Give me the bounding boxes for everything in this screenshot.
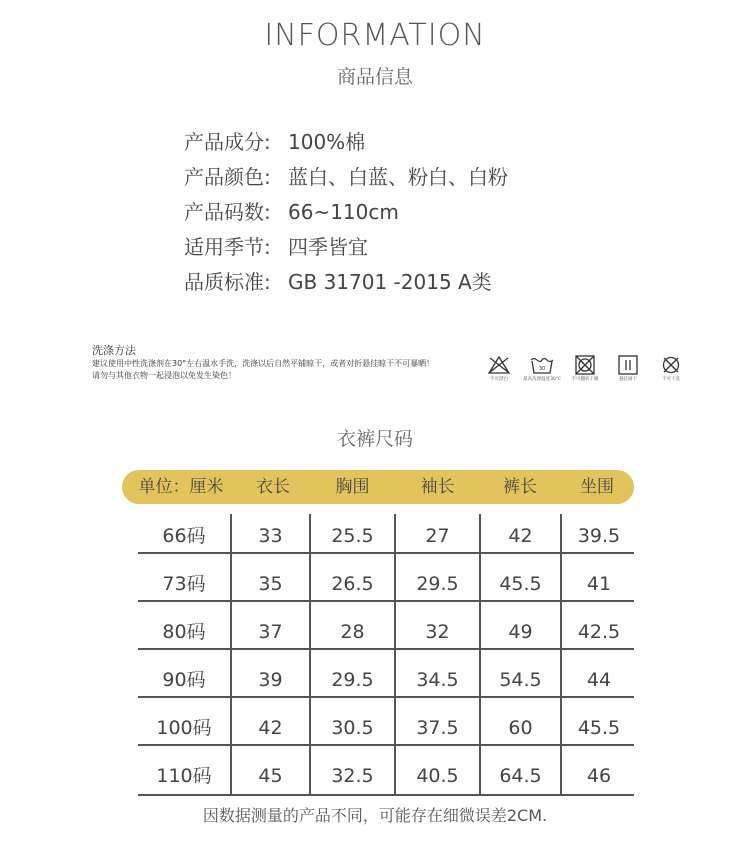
size-cell: 100码: [156, 717, 212, 739]
pants-length-cell: 42: [508, 525, 533, 547]
care-item: [521, 355, 563, 383]
info-row-material: [184, 126, 508, 161]
info-row-size: [184, 196, 508, 231]
wash-line-1: 建议使用中性洗涤剂在30°左右温水手洗，洗涤以后自然平铺晾干，或者对折悬挂晾干不可暴晒！: [92, 359, 435, 368]
size-cell: 110码: [156, 765, 212, 787]
care-caption: 最高洗涤温度30℃: [523, 376, 561, 382]
header-top-length: 衣长: [256, 477, 290, 497]
product-info: [184, 126, 508, 301]
info-value: GB 31701 -2015 A类: [288, 270, 492, 294]
info-label: 适用季节:: [184, 235, 271, 259]
header-pants-length: 裤长: [503, 477, 537, 497]
info-value: 四季皆宜: [288, 235, 368, 259]
pants-length-cell: 60: [508, 717, 533, 739]
pants-length-cell: 54.5: [499, 669, 542, 691]
chest-cell: 29.5: [331, 669, 374, 691]
top-length-cell: 45: [258, 765, 283, 787]
hip-cell: 42.5: [577, 621, 621, 643]
care-caption: 不可漂白: [489, 376, 508, 382]
care-caption: 悬挂滴干: [618, 376, 637, 382]
size-cell: 73码: [162, 573, 206, 595]
wash-line-2: 请勿与其他衣物一起浸泡以免发生染色！: [92, 371, 236, 380]
top-length-cell: 33: [258, 525, 283, 547]
sleeve-cell: 37.5: [416, 717, 459, 739]
care-item: [650, 355, 692, 383]
care-item: [478, 355, 520, 383]
info-value: 66~110cm: [288, 200, 399, 224]
sleeve-cell: 29.5: [416, 573, 459, 595]
wash-30-icon: [529, 355, 555, 375]
size-cell: 90码: [162, 669, 206, 691]
info-value: 100%棉: [288, 130, 366, 154]
info-label: 品质标准:: [184, 270, 271, 294]
top-length-cell: 39: [258, 669, 283, 691]
size-table-header: [122, 470, 634, 504]
header-chest: 胸围: [335, 477, 370, 497]
pants-length-cell: 49: [508, 621, 533, 643]
sleeve-cell: 32: [425, 621, 450, 643]
size-table-title: 衣裤尺码: [336, 428, 413, 450]
top-length-cell: 37: [258, 621, 283, 643]
info-row-season: [184, 231, 508, 266]
sleeve-cell: 34.5: [416, 669, 459, 691]
chest-cell: 26.5: [331, 573, 374, 595]
info-value: 蓝白、白蓝、粉白、白粉: [288, 165, 508, 189]
care-item: [564, 355, 606, 383]
size-cell: 80码: [162, 621, 206, 643]
wash-title: 洗涤方法: [92, 344, 136, 357]
header-sleeve: 袖长: [420, 477, 455, 497]
chest-cell: 25.5: [331, 525, 374, 547]
footnote: 因数据测量的产品不同，可能存在细微误差2CM.: [202, 806, 548, 825]
chest-cell: 32.5: [331, 765, 374, 787]
wash-temp-label: 30: [538, 366, 546, 372]
title-cn: 商品信息: [336, 66, 413, 88]
sleeve-cell: 40.5: [416, 765, 459, 787]
care-caption: 不可翻转干燥: [571, 376, 599, 382]
top-length-cell: 42: [258, 717, 283, 739]
info-label: 产品颜色:: [184, 165, 271, 189]
care-icons: [478, 355, 693, 383]
info-label: 产品成分:: [184, 130, 271, 154]
header-hip: 坐围: [580, 477, 614, 497]
hip-cell: 46: [586, 765, 612, 787]
chest-cell: 28: [340, 621, 365, 643]
info-row-color: [184, 161, 508, 196]
sleeve-cell: 27: [425, 525, 450, 547]
hip-cell: 39.5: [577, 525, 621, 547]
size-cell: 66码: [162, 525, 206, 547]
hip-cell: 45.5: [577, 717, 621, 739]
hip-cell: 41: [586, 573, 612, 595]
no-tumble-dry-icon: [574, 355, 596, 375]
no-dry-clean-icon: [661, 355, 681, 375]
info-row-standard: [184, 266, 508, 301]
title-en: INFORMATION: [264, 18, 486, 53]
chest-cell: 30.5: [331, 717, 374, 739]
hip-cell: 44: [586, 669, 612, 691]
pants-length-cell: 64.5: [499, 765, 542, 787]
wash-section: [92, 343, 680, 382]
care-item: [607, 355, 649, 383]
care-caption: 不可干洗: [661, 376, 680, 382]
info-label: 产品码数:: [184, 200, 271, 224]
header-unit: 单位：厘米: [138, 477, 224, 497]
no-bleach-icon: [487, 355, 511, 375]
top-length-cell: 35: [258, 573, 283, 595]
pants-length-cell: 45.5: [499, 573, 542, 595]
hang-dry-icon: [617, 355, 639, 375]
